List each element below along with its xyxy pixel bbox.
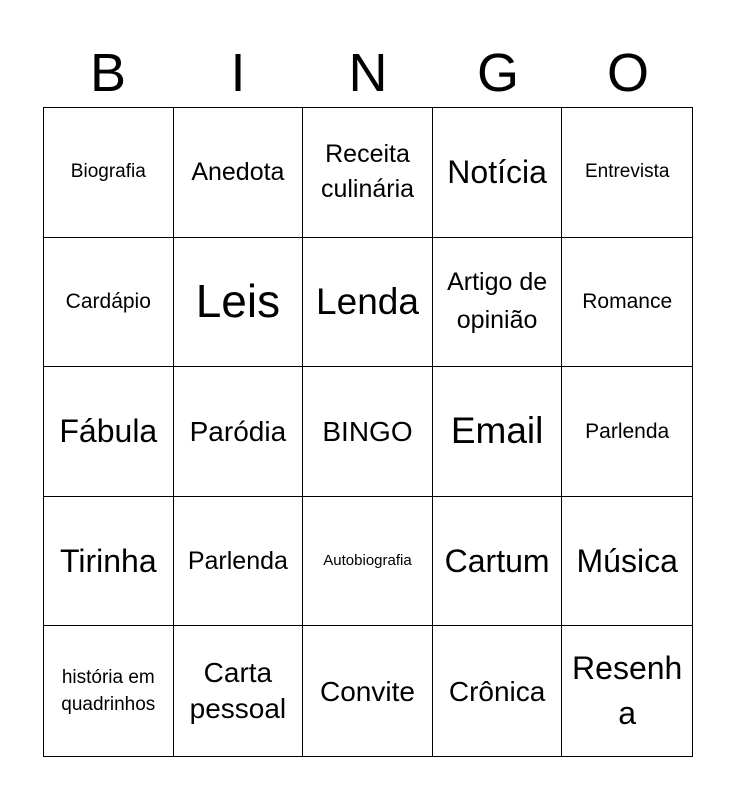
bingo-cell[interactable]: Crônica: [433, 626, 563, 756]
bingo-cell[interactable]: história em quadrinhos: [44, 626, 174, 756]
bingo-cell[interactable]: Paródia: [174, 367, 304, 497]
bingo-cell[interactable]: Cardápio: [44, 238, 174, 368]
bingo-cell[interactable]: Entrevista: [562, 108, 692, 238]
header-letter-b: B: [89, 43, 127, 103]
bingo-cell[interactable]: Parlenda: [174, 497, 304, 627]
bingo-cell[interactable]: Lenda: [303, 238, 433, 368]
bingo-cell[interactable]: Biografia: [44, 108, 174, 238]
bingo-cell[interactable]: Anedota: [174, 108, 304, 238]
bingo-cell[interactable]: Música: [562, 497, 692, 627]
bingo-cell[interactable]: Cartum: [433, 497, 563, 627]
bingo-cell[interactable]: Receita culinária: [303, 108, 433, 238]
bingo-cell[interactable]: Carta pessoal: [174, 626, 304, 756]
bingo-cell[interactable]: Artigo de opinião: [433, 238, 563, 368]
bingo-cell[interactable]: Resenha: [572, 650, 683, 732]
bingo-cell[interactable]: BINGO: [303, 367, 433, 497]
bingo-cell[interactable]: Convite: [303, 626, 433, 756]
bingo-board: [43, 107, 693, 757]
bingo-header: [43, 38, 693, 108]
bingo-cell[interactable]: Parlenda: [562, 367, 692, 497]
bingo-cell[interactable]: Email: [433, 367, 563, 497]
bingo-cell[interactable]: Notícia: [433, 108, 563, 238]
bingo-cell[interactable]: Fábula: [44, 367, 174, 497]
header-letter-g: G: [476, 43, 519, 103]
bingo-cell[interactable]: Autobiografia: [303, 497, 433, 627]
bingo-cell[interactable]: Leis: [174, 238, 304, 368]
bingo-cell[interactable]: Romance: [562, 238, 692, 368]
bingo-cell[interactable]: Tirinha: [44, 497, 174, 627]
header-letter-o: O: [606, 43, 649, 103]
header-letter-n: N: [348, 43, 388, 103]
header-letter-i: I: [230, 43, 246, 103]
